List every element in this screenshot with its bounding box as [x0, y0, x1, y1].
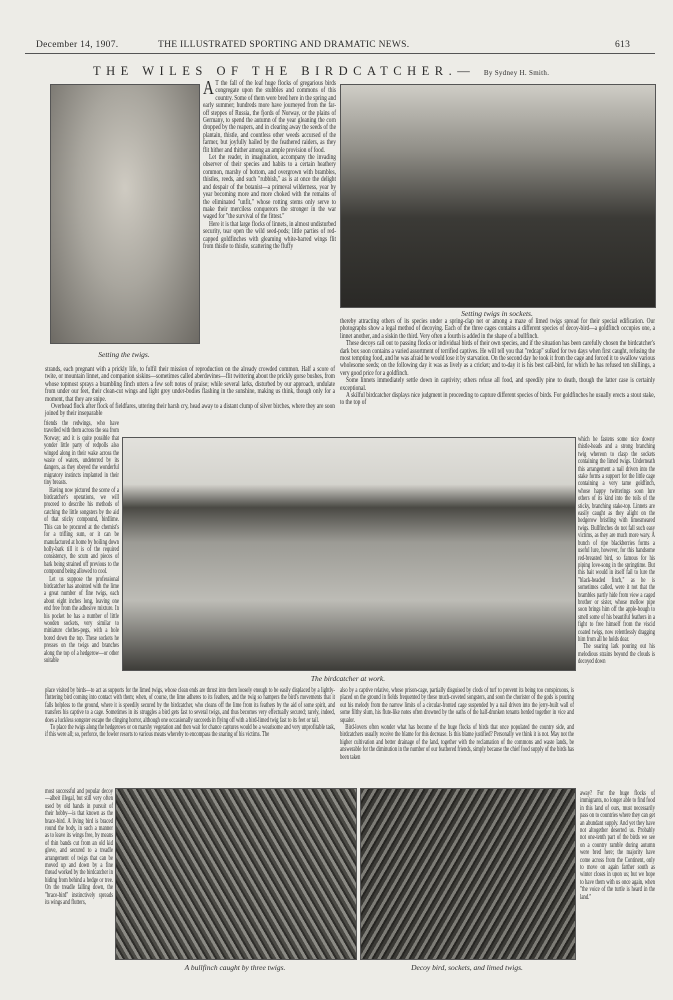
caption-photo3: The birdcatcher at work. [310, 674, 386, 683]
text-left-column: friends the redwings, who have travelled with them across the sea from Norway; and it is quite possible that yonder little party of redpolls also winged along in their wake across the waste of waters, undeterred by its dangers, as they obeyed the wonderful migratory instincts implanted in their tiny breasts. Having now pictured the scene of a birdcatcher's operations, we will proceed to describe his methods of catching the little songsters by the aid of that sticky compound, birdlime. This can be procured at the chemist's for a trifling sum, or it can be manufactured at home by boiling down holly-bark till it is of the required consistency, the scum and pieces of bark being strained off previous to the compound being allowed to cool. Let us suppose the professional birdcatcher has anointed with the lime a great number of fine twigs, each about eight inches long, leaving one end free from the adhesive mixture. In his pocket he has a number of little wooden sockets, very similar to miniature clothes-pegs, with a hole bored down the top. These sockets he presses on the twigs and branches along the top of a hedgerow—or other suitable [44, 419, 119, 664]
photo-birdcatcher-at-work [122, 437, 576, 671]
caption-photo4: A bullfinch caught by three twigs. [184, 963, 286, 972]
text-mid-right: also by a captive relative, whose prison-cage, partially disguised by clods of turf to prevent its being too conspicuous, is placed on the ground in fields frequented by these much-coveted songsters, and soon the chorister of the gods is pouring out his melody from the narrow limits of a circular-fronted cage suspended by a nail driven into the jerry-built wall of some filthy slum, his flute-like notes often drowned by the oaths of the half-drunken tenants herded together in vice and squalor. Bird-lovers often wonder what has become of the huge flocks of birds that once populated the country side, and birdcatchers usually receive the blame for this decrease. Is this blame justified? Personally we think it is not. May not the higher cultivation and better drainage of the land, together with the reclamation of the commons and waste lands, be answerable for the diminution in the number of our feathered friends, simply because the chief food supply of the birds has been taken [340, 686, 574, 761]
text-right-column: which he fastens some nice downy thistle-heads and a strong branching twig whereon to clasp the sockets containing the limed twigs. Underneath this arrangement a nail driven into the stake forms a support for the little cage containing a very tame goldfinch, whose happy twitterings soon lure others of its kind into the toils of the sticky, branching stake-top. Linnets are easily caught as they alight on the hedgerow bristling with limesmeared twigs. Bullfinches do not fall such easy victims, as they are much more wary. A bunch of ripe blackberries forms a useful lure, however, for this handsome red-breasted bird, so famous for his piping love-song in the springtime. But this bait would in itself fail to lure the "black-headed finch," as he is sometimes called, were it not that the brambles partly hide from view a caged brother or sister, whose mellow pipe soon brings him off the apple-bough to smell some of his beautiful feathers in a fight to free himself from the viscid coated twigs, now relentlessly dragging him from all he holds dear. The soaring lark pouring out his melodious strains beyond the clouds is decoyed down [578, 435, 655, 666]
text-wide-left: strands, each pregnant with a prickly life, to fulfil their mission of reproduction on the already crowded common. Half a score of twite, or mountain linnet, and companion siskins—sometimes called aberdevines—flit twittering about the prickly gorse bushes, from whose topmost sprays a brambling finch utters a few soft notes of praise; while several larks, disturbed by our approach, undulate from under our feet, their clean-cut wings and light grey under-bodies flashing in the sunshine, making us think, though only for a moment, that they are snipe. Overhead flock after flock of fieldfares, uttering their harsh cry, head away to a distant clump of silver birches, where they are soon joined by their inseparable [45, 365, 336, 418]
photo-decoy-bird [360, 788, 576, 960]
page-number: 613 [615, 40, 631, 50]
text-bottom-left: most successful and popular decoy—albeit illegal, but still very often used by old hands in pursuit of their hobby—is that known as the brace-bird. A living bird is braced round the body, in such a manner as to leave its wings free, by means of thin bands cut from an old kid glove, and secured to a treadle arrangement of twigs that can be moved up and down by a fine thread worked by the birdcatcher in hiding from behind a hedge or tree. On the treadle falling down, the "brace-bird" instinctively spreads its wings and flutters, [45, 787, 113, 907]
caption-photo1: Setting the twigs. [98, 350, 150, 359]
caption-photo2: Setting twigs in sockets. [461, 309, 533, 318]
text-col1: A T the fall of the leaf huge flocks of gregarious birds congregate upon the stubbles and commons of this country. Some of them were bred here in the spring and early summer; hundreds more have journeyed from the far-off steppes of Russia, the fjords of Norway, or the plains of Germany, to spend the autumn of the year gleaning the corn dropped by the reapers, and in clearing away the seeds of the plantain, thistle, and countless other weeds accursed of the farmer, but joyfully hailed by the feathered raiders, as they flit hither and thither among an ample provision of food. Let the reader, in imagination, accompany the invading observer of their species and habits to a certain heathery common, marshy of bottom, and overgrown with brambles, thistles, reeds, and such "rubbish," as is at once the delight and despair of the botanist—a primeval wilderness, year by year becoming more and more choked with the remains of the eliminated "unfit," whose rotting stems only serve to make their merciless conquerors the stronger in the war waged for "the survival of the fittest." Here it is that large flocks of linnets, in almost undisturbed security, tear open the wild seed-pods; little parties of red-capped goldfinches with gleaming white-barred wings flit from thistle to thistle, scattering the fluffy [203, 77, 336, 250]
photo-bullfinch-caught [115, 788, 357, 960]
publication-name: THE ILLUSTRATED SPORTING AND DRAMATIC NEWS. [158, 40, 410, 50]
issue-date: December 14, 1907. [36, 40, 119, 50]
article-title: THE WILES OF THE BIRDCATCHER.— By Sydney H. Smith. [93, 64, 550, 78]
byline: By Sydney H. Smith. [483, 69, 550, 77]
photo-setting-twigs-in-sockets [340, 84, 656, 308]
drop-cap: A [203, 77, 214, 99]
text-bottom-right: away? For the huge flocks of immigrants, no longer able to find food in this land of ours, must necessarily pass on to countries where they can get an abundant supply. And yet they have not altogether deserted us. Probably not one-tenth part of the birds we see on a country ramble during autumn were bred here; the majority have come across from the Continent, only to move on again farther south as winter closes in upon us; but we hope to have them with us once again, when "the voice of the turtle is heard in the land." [580, 789, 655, 901]
caption-photo5: Decoy bird, sockets, and limed twigs. [411, 963, 523, 972]
header-rule [25, 53, 655, 54]
text-top-right: thereby attracting others of its species under a spring-clap net or among a maze of limed twigs spread for their special edification. Our photographs show a legal method of decoying. Each of the three cages contains a different species of decoy-bird—a goldfinch occupies one, a linnet another, and a siskin the third. Very often a fourth is added in the shape of a bullfinch. These decoys call out to passing flocks or individual birds of their own species, and if the situation has been carefully chosen the birdcatcher's dark box soon contains a varied assortment of terrified captives. He will tell you that "redcap" sulked for two days when first caught, refusing the most tempting food, and he was afraid he would lose it by starvation. On the second day he took it from the cage and forced it to swallow various wholesome seeds; on the following day it was as lively as a cricket; and to-day it is his best call-bird, for which he has refused ten shillings, a very good price for a goldfinch. Some linnets immediately settle down in captivity; others refuse all food, and speedily pine to death, though the latter case is certainly exceptional. A skilful birdcatcher displays nice judgment in proceeding to capture different species of birds. For goldfinches he usually erects a stout stake, to the top of [340, 317, 656, 407]
text-mid-left: place visited by birds—to act as supports for the limed twigs, whose clean ends are thrust into them loosely enough to be easily displaced by a lightly-fluttering bird coming into contact with them; when, of course, the lime adheres to its feathers, and the twig so hampers the bird's movements that it falls helpless to the ground, where it is speedily secured by the birdcatcher, who cleans off the lime from its feathers by the aid of some spirit, and transfers his captive to a cage. Sometimes in its struggles a bird gets fast to several twigs, and thus becomes very effectually secured; rarely, indeed, does a luckless songster escape the clinging horror, although one occasionally succeeds in flying off with a bird-limed twig fast to its feet or tail. To place the twigs along the hedgerows or on marshy vegetation and then wait for chance captures would be a wearisome and very unprofitable task, if this were all; so, perforce, the fowler resorts to various means whereby to encompass the snaring of his victims. The [45, 686, 335, 739]
photo-setting-the-twigs [50, 84, 200, 344]
